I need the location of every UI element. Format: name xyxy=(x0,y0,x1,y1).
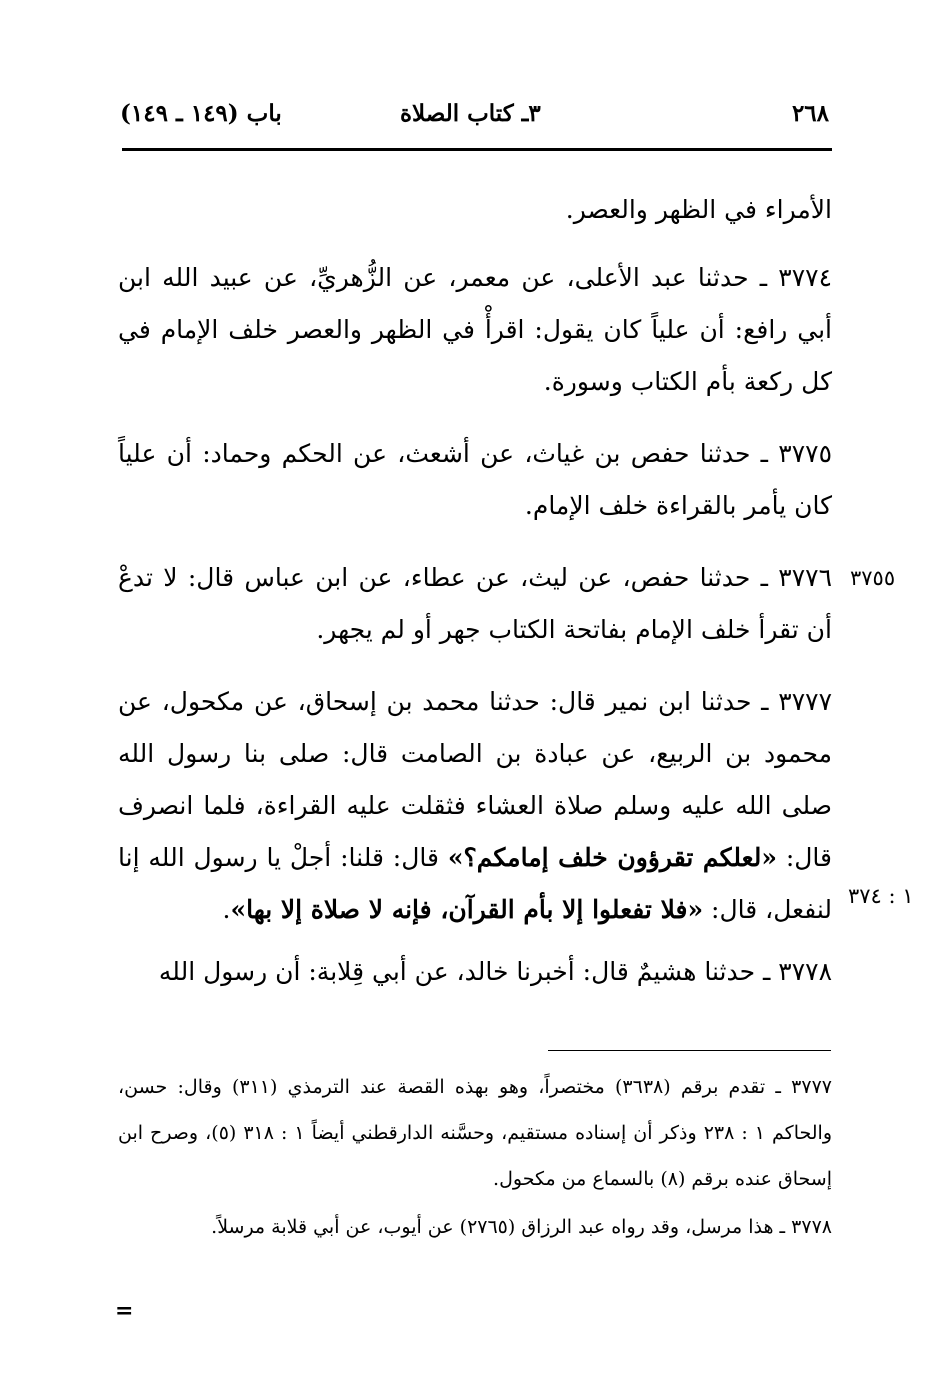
hadith-text: ٣٧٧٧ ـ حدثنا ابن نمير قال: حدثنا محمد بن إسحاق، عن مكحول، عن محمود بن الربيع، عن عبادة بن الصامت قال: صلى بنا رسول الله صلى الله عليه وسلم صلاة العشاء فثقلت عليه القراءة، فلما انصرف قال: xyxy=(118,687,832,872)
continuation-mark: = xyxy=(115,1298,134,1324)
hadith-3774: ٣٧٧٤ ـ حدثنا عبد الأعلى، عن معمر، عن الزُّهريِّ، عن عبيد الله ابن أبي رافع: أن علياً كان يقول: اقرأْ في الظهر والعصر خلف الإمام في كل ركعة بأم الكتاب وسورة. xyxy=(118,263,832,396)
hadith-quote: «لعلكم تقرؤون خلف إمامكم؟» xyxy=(447,843,777,872)
hadith-3775: ٣٧٧٥ ـ حدثنا حفص بن غياث، عن أشعث، عن الحكم وحماد: أن علياً كان يأمر بالقراءة خلف الإمام. xyxy=(118,439,832,520)
hadith-3777 xyxy=(118,676,832,936)
book-title: ٣ـ كتاب الصلاة xyxy=(400,100,541,127)
hadith-3776: ٣٧٧٦ ـ حدثنا حفص، عن ليث، عن عطاء، عن ابن عباس قال: لا تدعْ أن تقرأ خلف الإمام بفاتحة الكتاب جهر أو لم يجهر. xyxy=(118,563,832,644)
margin-reference: ١ : ٣٧٤ xyxy=(848,884,914,908)
hadith-quote: «فلا تفعلوا إلا بأم القرآن، فإنه لا صلاة إلا بها» xyxy=(230,895,704,924)
footnote-3778: ٣٧٧٨ ـ هذا مرسل، وقد رواه عبد الرزاق (٢٧٦٥) عن أيوب، عن أبي قلابة مرسلاً. xyxy=(211,1216,832,1238)
footnote-rule xyxy=(548,1050,831,1051)
page-number: ٢٦٨ xyxy=(791,100,829,127)
chapter-heading: باب (١٤٩ ـ ١٤٩) xyxy=(120,100,282,127)
hadith-text: قال: قلنا: أجلْ يا رسول الله إنا لنفعل، قال: xyxy=(118,843,832,924)
footnote-3777: ٣٧٧٧ ـ تقدم برقم (٣٦٣٨) مختصراً، وهو بهذه القصة عند الترمذي (٣١١) وقال: حسن، والحاكم ١ : ٢٣٨ وذكر أن إسناده مستقيم، وحسَّنه الدارقطني أيضاً ١ : ٣١٨ (٥)، وصرح ابن إسحاق عنده برقم (٨) بالسماع من مكحول. xyxy=(118,1076,833,1190)
hadith-text: . xyxy=(222,895,231,924)
margin-reference: ٣٧٥٥ xyxy=(850,566,896,590)
header-rule xyxy=(122,148,832,151)
hadith-3778: ٣٧٧٨ ـ حدثنا هشيمٌ قال: أخبرنا خالد، عن أبي قِلابة: أن رسول الله xyxy=(158,957,832,986)
paragraph-continuation: الأمراء في الظهر والعصر. xyxy=(565,195,832,224)
